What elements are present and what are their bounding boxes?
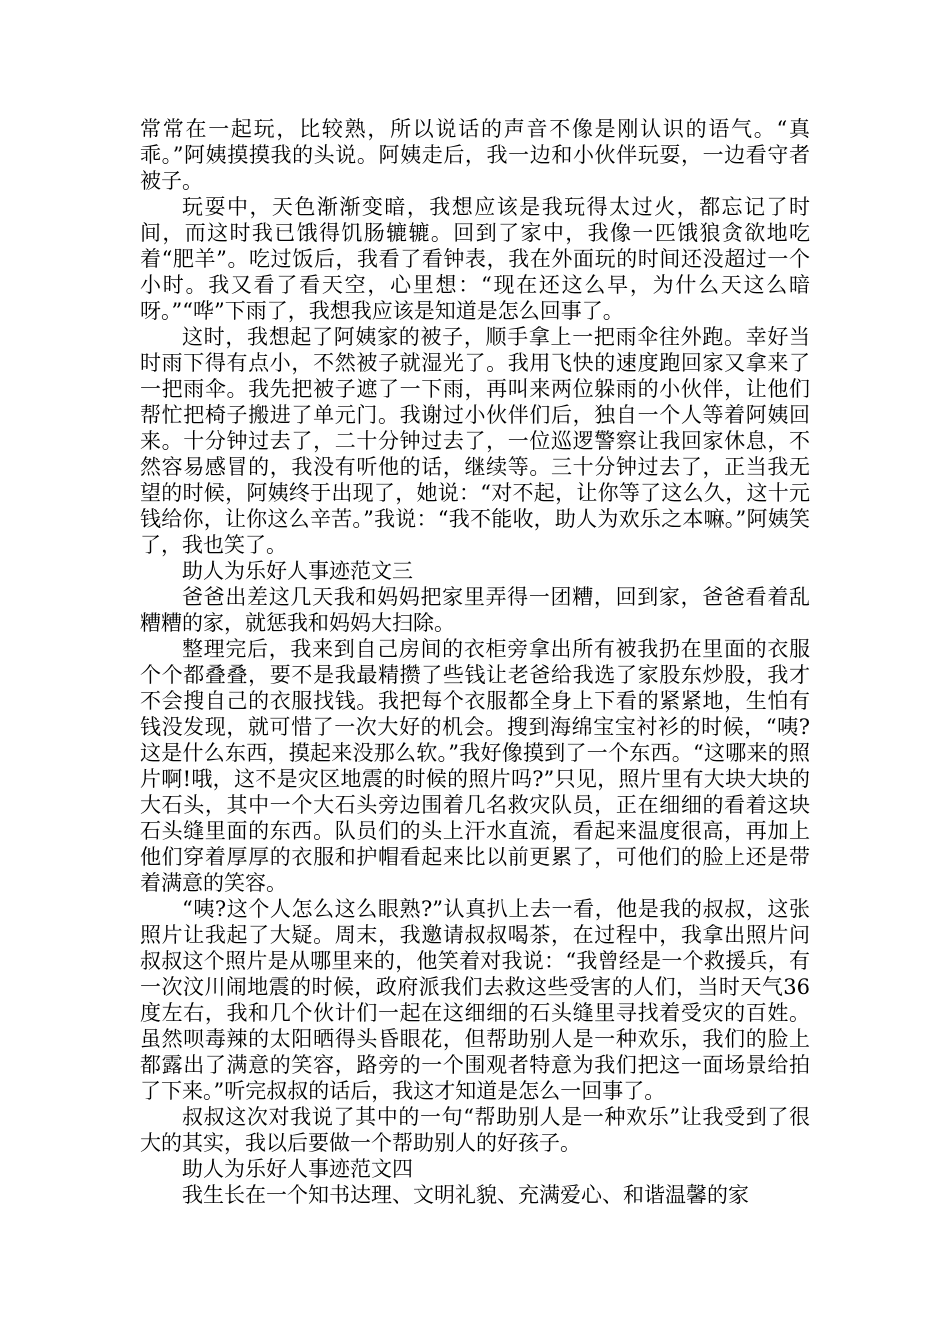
paragraph-3: 这时，我想起了阿姨家的被子，顺手拿上一把雨伞往外跑。幸好当时雨下得有点小，不然被子就湿光了。我用飞快的速度跑回家又拿来了一把雨伞。我先把被子遮了一下雨，再叫来两位躲雨的小伙伴，让他们帮忙把椅子搬进了单元门。我谢过小伙伴们后，独自一个人等着阿姨回来。十分钟过去了，二十分钟过去了，一位巡逻警察让我回家休息，不然容易感冒的，我没有听他的话，继续等。三十分钟过去了，正当我无望的时候，阿姨终于出现了，她说：“对不起，让你等了这么久，这十元钱给你，让你这么辛苦。”我说：“我不能收，助人为欢乐之本嘛。”阿姨笑了，我也笑了。: [140, 325, 810, 557]
section-heading-4: 助人为乐好人事迹范文四: [182, 1157, 413, 1181]
paragraph-2: 玩耍中，天色渐渐变暗，我想应该是我玩得太过火，都忘记了时间，而这时我已饿得饥肠辘辘。回到了家中，我像一匹饿狼贪欲地吃着“肥羊”。吃过饭后，我看了看钟表，我在外面玩的时间还没超过一个小时。我又看了看天空，心里想：“现在还这么早，为什么天这么暗呀。”“哗”下雨了，我想我应该是知道是怎么回事了。: [140, 195, 810, 323]
paragraph-7: 叔叔这次对我说了其中的一句“帮助别人是一种欢乐”让我受到了很大的其实，我以后要做一个帮助别人的好孩子。: [140, 1105, 810, 1155]
document-page: [140, 116, 810, 1208]
paragraph-6: “咦?这个人怎么这么眼熟?”认真扒上去一看，他是我的叔叔，这张照片让我起了大疑。周末，我邀请叔叔喝茶，在过程中，我拿出照片问叔叔这个照片是从哪里来的，他笑着对我说：“我曾经是一个救援兵，有一次汶川闹地震的时候，政府派我们去救这些受害的人们，当时天气36度左右，我和几个伙计们一起在这细细的石头缝里寻找着受灾的百姓。虽然呗毒辣的太阳晒得头昏眼花，但帮助别人是一种欢乐，我们的脸上都露出了满意的笑容，路旁的一个围观者特意为我们把这一面场景给拍了下来。”听完叔叔的话后，我这才知道是怎么一回事了。: [140, 897, 810, 1103]
paragraph-5: 整理完后，我来到自己房间的衣柜旁拿出所有被我扔在里面的衣服个个都叠叠，要不是我最精攒了些钱让老爸给我选了家股东炒股，我才不会搜自己的衣服找钱。我把每个衣服都全身上下看的紧紧地，生怕有钱没发现，就可惜了一次大好的机会。搜到海绵宝宝衬衫的时候，“咦?这是什么东西，摸起来没那么软。”我好像摸到了一个东西。“这哪来的照片啊!哦，这不是灾区地震的时候的照片吗?”只见，照片里有大块大块的大石头，其中一个大石头旁边围着几名救灾队员，正在细细的看着这块石头缝里面的东西。队员们的头上汗水直流，看起来温度很高，再加上他们穿着厚厚的衣服和护帽看起来比以前更累了，可他们的脸上还是带着满意的笑容。: [140, 637, 810, 895]
section-heading-3: 助人为乐好人事迹范文三: [182, 559, 413, 583]
paragraph-4: 爸爸出差这几天我和妈妈把家里弄得一团糟，回到家，爸爸看着乱糟糟的家，就惩我和妈妈大扫除。: [140, 585, 810, 635]
paragraph-1: 常常在一起玩，比较熟，所以说话的声音不像是刚认识的语气。“真乖。”阿姨摸摸我的头说。阿姨走后，我一边和小伙伴玩耍，一边看守者被子。: [140, 117, 810, 193]
paragraph-8: 我生长在一个知书达理、文明礼貌、充满爱心、和谐温馨的家: [182, 1183, 749, 1207]
